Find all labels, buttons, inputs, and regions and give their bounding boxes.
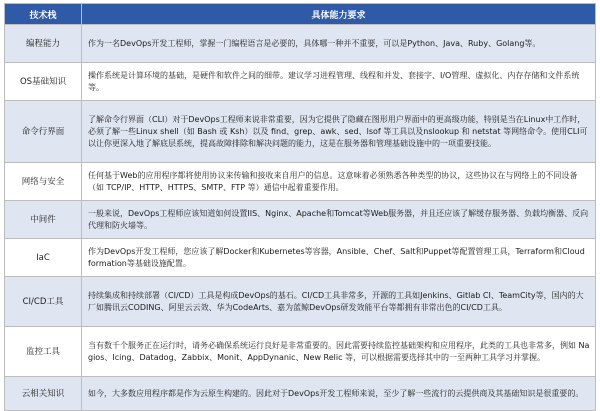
table-row	[5, 201, 596, 239]
tech-description: 一般来说，DevOps工程师应该知道如何设置IIS、Nginx、Apache和Tomcat等Web服务器，并且还应该了解缓存服务器、负载均衡器、反向代理和防火墙等。	[82, 201, 596, 239]
tech-description: 如今，大多数应用程序都是作为云原生构建的。因此对于DevOps开发工程师来说，至少了解一些流行的云提供商及其基础知识是很重要的。	[82, 377, 596, 411]
tech-description: 操作系统是计算环境的基础，是硬件和软件之间的细带。建议学习进程管理、线程和并发、套接字、I/O管理、虚拟化、内存存储和文件系统等。	[82, 63, 596, 101]
table-row	[5, 277, 596, 327]
skills-table	[4, 3, 596, 411]
table-row	[5, 327, 596, 377]
tech-name: CI/CD工具	[5, 277, 82, 327]
tech-description: 持续集成和持续部署（CI/CD）工具是构成DevOps的基石。CI/CD工具非常多，开源的工具如Jenkins、Gitlab CI、TeamCity等，国内的大厂如腾讯云CODING、阿里云云效、华为CodeArts、嘉为蓝鲸DevOps研发效能平台等都拥有非常出色的CI/CD工具。	[82, 277, 596, 327]
tech-description: 当有数千个服务正在运行时，请务必确保系统运行良好是非常重要的。因此需要持续监控基础架构和应用程序，此类的工具也非常多，例如 Nagios、Icing、Datadog、Zabbix、Monit、AppDynanic、New Relic 等，可以根据需要选择其中的一至两种工具学习并掌握。	[82, 327, 596, 377]
tech-name: 中间件	[5, 201, 82, 239]
table-row	[5, 25, 596, 63]
header-requirements: 具体能力要求	[82, 4, 596, 25]
table-row	[5, 239, 596, 277]
tech-name: 命令行界面	[5, 101, 82, 163]
tech-description: 作为一名DevOps开发工程师，掌握一门编程语言是必要的，具体哪一种并不重要，可以是Python、Java、Ruby、Golang等。	[82, 25, 596, 63]
header-tech-stack: 技术栈	[5, 4, 82, 25]
tech-name: 云相关知识	[5, 377, 82, 411]
table-row	[5, 101, 596, 163]
tech-description: 任何基于Web的应用程序都将使用协议来传输和接收来自用户的信息。这意味着必须熟悉各种类型的协议，这些协议在与网络上的不同设备（如 TCP/IP、HTTP、HTTPS、SMTP、FTP 等）通信中起着重要作用。	[82, 163, 596, 201]
skills-table-container	[4, 3, 595, 411]
table-row	[5, 377, 596, 411]
tech-name: 监控工具	[5, 327, 82, 377]
tech-name: 编程能力	[5, 25, 82, 63]
tech-name: OS基础知识	[5, 63, 82, 101]
table-row	[5, 63, 596, 101]
tech-description: 作为DevOps开发工程师，您应该了解Docker和Kubernetes等容器，Ansible、Chef、Salt和Puppet等配置管理工具，Terraform和Cloud formation等基础设施配置。	[82, 239, 596, 277]
table-header-row	[5, 4, 596, 25]
tech-description: 了解命令行界面（CLI）对于DevOps工程师来说非常重要，因为它提供了隐藏在图形用户界面中的更高级功能，特别是当在Linux中工作时，必须了解一些Linux shell（如 Bash 或 Ksh）以及 find、grep、awk、sed、lsof 等工具以及nslookup 和 netstat 等网络命令。使用CLI可以让你更深入地了解底层系统，提高故障排除和解决问题的能力，这是在服务器和管理基础设施中的一项重要技能。	[82, 101, 596, 163]
tech-name: IaC	[5, 239, 82, 277]
table-row	[5, 163, 596, 201]
tech-name: 网络与安全	[5, 163, 82, 201]
